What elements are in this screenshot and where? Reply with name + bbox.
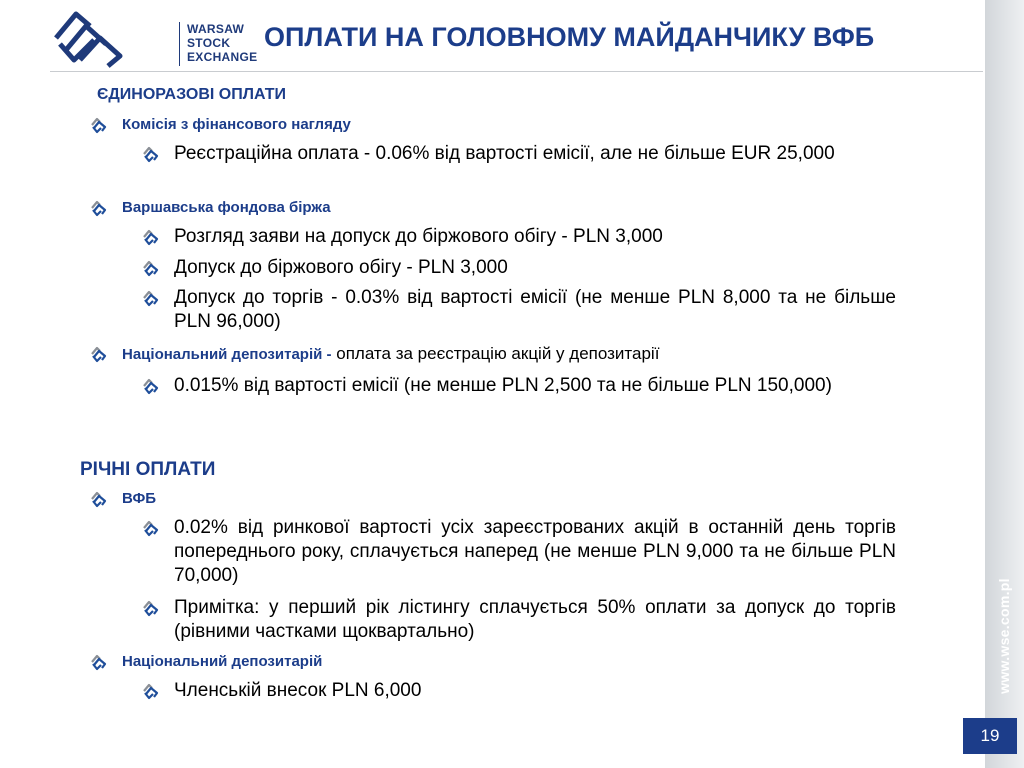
wse-bullet-icon (142, 229, 159, 246)
bullet-item: 0.02% від ринкової вартості усіх зареєстрованих акцій в останній день торгів попереднього року, сплачується наперед (не менше PLN 9,000 та не більше PLN 70,000) (174, 517, 896, 586)
bullet-group-label: Варшавська фондова біржа (122, 199, 331, 216)
section-heading: ЄДИНОРАЗОВІ ОПЛАТИ (97, 86, 287, 103)
wse-bullet-icon (142, 378, 159, 395)
wse-bullet-icon (142, 290, 159, 307)
wse-bullet-icon (90, 654, 107, 671)
section-heading: РІЧНІ ОПЛАТИ (80, 459, 216, 480)
wse-bullet-icon (142, 600, 159, 617)
bullet-item: 0.015% від вартості емісії (не менше PLN 2,500 та не більше PLN 150,000) (174, 375, 832, 396)
wse-bullet-icon (142, 146, 159, 163)
bullet-group-label: Національний депозитарій (122, 653, 323, 670)
bullet-group-label: ВФБ (122, 490, 157, 507)
page-title: ОПЛАТИ НА ГОЛОВНОМУ МАЙДАНЧИКУ ВФБ (264, 22, 875, 52)
bullet-group-label: Національний депозитарій - оплата за реєстрацію акцій у депозитарії (122, 344, 660, 363)
bullet-group-label: Комісія з фінансового нагляду (122, 116, 351, 133)
wse-bullet-icon (142, 260, 159, 277)
bullet-item: Примітка: у перший рік лістингу сплачується 50% оплати за допуск до торгів (рівними частками щоквартально) (174, 597, 896, 642)
bullet-item: Допуск до біржового обігу - PLN 3,000 (174, 257, 508, 278)
site-url: www.wse.com.pl (996, 578, 1012, 694)
bullet-item: Реєстраційна оплата - 0.06% від вартості емісії, але не більше EUR 25,000 (174, 143, 835, 164)
bullet-item: Допуск до торгів - 0.03% від вартості емісії (не менше PLN 8,000 та не більше PLN 96,000) (174, 287, 896, 332)
logo-wordmark: WARSAW STOCK EXCHANGE (187, 22, 258, 64)
bullet-item: Членській внесок PLN 6,000 (174, 680, 422, 701)
wse-bullet-icon (90, 117, 107, 134)
wse-bullet-icon (90, 491, 107, 508)
wse-bullet-icon (90, 200, 107, 217)
page-number: 19 (963, 718, 1017, 754)
bullet-item: Розгляд заяви на допуск до біржового обігу - PLN 3,000 (174, 226, 663, 247)
wse-bullet-icon (142, 520, 159, 537)
wse-bullet-icon (142, 683, 159, 700)
wse-bullet-icon (90, 346, 107, 363)
